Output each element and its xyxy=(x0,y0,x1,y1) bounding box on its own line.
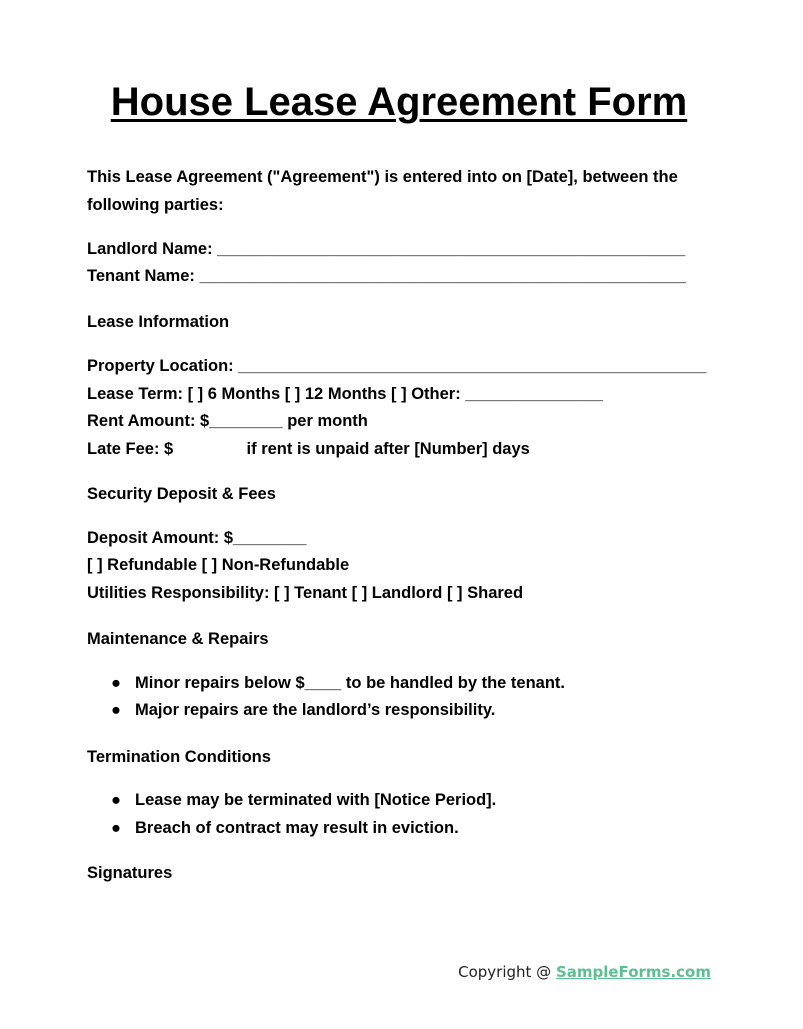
bullet-icon: ● xyxy=(111,701,121,719)
late-fee-field[interactable]: Late Fee: $ if rent is unpaid after [Number] days xyxy=(87,440,530,458)
lease-term-field[interactable]: Lease Term: [ ] 6 Months [ ] 12 Months [ ] Other: _______________ xyxy=(87,385,603,403)
tenant-name-field[interactable]: Tenant Name: _____________________________________________________ xyxy=(87,267,686,285)
intro-line-1: This Lease Agreement ("Agreement") is entered into on [Date], between the xyxy=(87,168,678,186)
termination-heading: Termination Conditions xyxy=(87,748,271,766)
refundable-options[interactable]: [ ] Refundable [ ] Non-Refundable xyxy=(87,556,350,574)
landlord-name-field[interactable]: Landlord Name: ___________________________________________________ xyxy=(87,240,686,258)
list-item-text: Major repairs are the landlord’s responsibility. xyxy=(135,701,496,719)
list-item-text: Breach of contract may result in eviction. xyxy=(135,819,459,837)
list-item-text: Minor repairs below $____ to be handled by the tenant. xyxy=(135,674,566,692)
bullet-icon: ● xyxy=(111,819,121,837)
copyright-text: Copyright @ xyxy=(458,963,556,981)
intro-line-2: following parties: xyxy=(87,196,224,214)
list-item-text: Lease may be terminated with [Notice Period]. xyxy=(135,791,497,809)
security-heading: Security Deposit & Fees xyxy=(87,485,276,503)
copyright-footer xyxy=(458,963,711,981)
list-item xyxy=(111,818,459,838)
list-item xyxy=(111,790,496,810)
property-location-field[interactable]: Property Location: ___________________________________________________ xyxy=(87,357,707,375)
list-item xyxy=(111,673,565,693)
bullet-icon: ● xyxy=(111,674,121,692)
sampleforms-link[interactable]: SampleForms.com xyxy=(555,963,711,981)
lease-info-heading: Lease Information xyxy=(87,313,230,331)
deposit-amount-field[interactable]: Deposit Amount: $________ xyxy=(87,529,307,547)
maintenance-heading: Maintenance & Repairs xyxy=(87,630,269,648)
list-item xyxy=(111,700,495,720)
page-title: House Lease Agreement Form xyxy=(110,80,688,124)
utilities-options[interactable]: Utilities Responsibility: [ ] Tenant [ ] Landlord [ ] Shared xyxy=(87,584,524,602)
bullet-icon: ● xyxy=(111,791,121,809)
rent-amount-field[interactable]: Rent Amount: $________ per month xyxy=(87,412,368,430)
signatures-heading: Signatures xyxy=(87,864,173,882)
